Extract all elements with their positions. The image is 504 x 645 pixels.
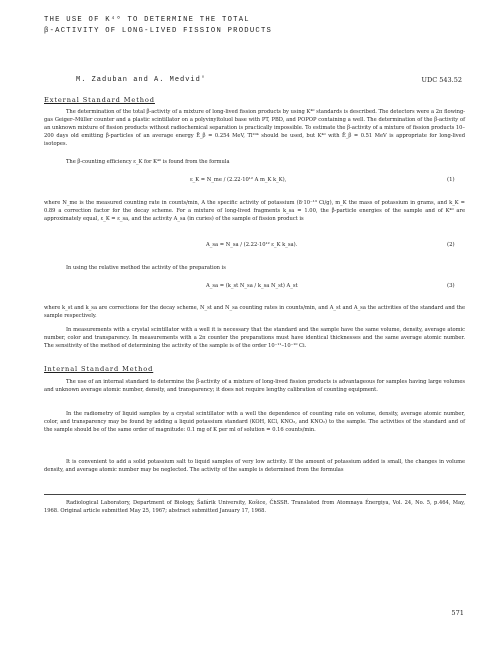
section-heading-internal: Internal Standard Method [44, 365, 154, 373]
paragraph-9: It is convenient to add a solid potassium salt to liquid samples of very low activity. If the amount of potassium added is small, the changes in volume density, and average atomic number may be neglected. The activity of the sample is determined from the formulas [44, 459, 465, 473]
section-heading-external: External Standard Method [44, 96, 155, 104]
paragraph-1: The determination of the total β-activity of a mixture of long-lived fission products by using K⁴⁰ standards is described. The detectors were a 2π flowing-gas Geiger–Müller counter and a plastic scintillator on a polyvinyltoluol base with PT, PBD, and POPOP containing a well. The determination of the β-activity of an unknown mixture of fission products without radiochemical separation is practically impossible. To estimate the β-activity of a mixture of fission products 10–200 days old emitting β-particles of an average energy Ē_β = 0.254 MeV, Tl²⁰⁴ should be used, but K⁴⁰ with Ē_β = 0.51 MeV is appropriate for long-lived isotopes. [44, 109, 465, 147]
paragraph-8: In the radiometry of liquid samples by a crystal scintillator with a well the dependence of counting rate on volume, density, average atomic number, color, and transparency may be found by adding a liquid potassium standard (KOH, KCl, KNO₃, and KNO₂) to the sample. The activities of the standard and of the sample should be of the same order of magnitude: 0.1 mg of K per ml of solution = 0.16 counts/min. [44, 411, 465, 433]
equation-2: A_sa = N_sa / (2.22·10¹² ε_K k_sa). [206, 242, 298, 248]
paragraph-7: The use of an internal standard to determine the β-activity of a mixture of long-lived fission products is advantageous for samples having large volumes and unknown average atomic number, density, and transparency; it does not require lengthy calibration of counting equipment. [44, 379, 465, 393]
title-line-1: THE USE OF K⁴⁰ TO DETERMINE THE TOTAL [44, 16, 250, 24]
udc-code: UDC 543.52 [421, 76, 462, 84]
page-number: 571 [451, 609, 464, 617]
equation-1: ε_K = N_me / (2.22·10¹² A m_K k_K), [190, 177, 287, 183]
equation-1-number: (1) [447, 177, 455, 183]
equation-2-number: (2) [447, 242, 455, 248]
equation-3: A_sa = (k_st N_sa / k_sa N_st) A_st [206, 283, 298, 289]
paragraph-5: where k_st and k_sa are corrections for the decay scheme, N_st and N_sa counting rates in counts/min, and A_st and A_sa the activities of the standard and the sample respectively. [44, 305, 465, 319]
title-line-2: β-ACTIVITY OF LONG-LIVED FISSION PRODUCTS [44, 27, 273, 35]
paragraph-6: In measurements with a crystal scintillator with a well it is necessary that the standard and the sample have the same volume, density, average atomic number, color and transparency. In measurements with a 2π counter the preparations must have identical thicknesses and the same average atomic number. The sensitivity of the method of determining the activity of the sample is of the order 10⁻¹¹–10⁻¹⁰ Ci. [44, 327, 465, 349]
footnote-divider [44, 494, 466, 495]
paragraph-3: where N_me is the measured counting rate in counts/min, A the specific activity of potassium (8·10⁻¹³ Ci/g), m_K the mass of potassium in grams, and k_K = 0.89 a correction factor for the decay scheme. For a mixture of long-lived fragments k_sa = 1.00, the β-particle energies of the sample and of K⁴⁰ are approximately equal, ε_K = ε_sa, and the activity A_sa (in curies) of the sample of fission product is [44, 200, 465, 222]
equation-3-number: (3) [447, 283, 455, 289]
authors: M. Zaduban and A. Medvid' [76, 76, 207, 84]
paragraph-4: In using the relative method the activity of the preparation is [66, 265, 226, 271]
footnote: Radiological Laboratory, Department of Biology, Šafárik University, Košice, ČhSSR. Translated from Atomnaya Énergiya, Vol. 24, No. 5, p.464, May, 1968. Original article submitted May 25, 1967; abstract submitted January 17, 1968. [44, 500, 465, 514]
paragraph-2: The β-counting efficiency ε_K for K⁴⁰ is found from the formula [66, 159, 230, 165]
